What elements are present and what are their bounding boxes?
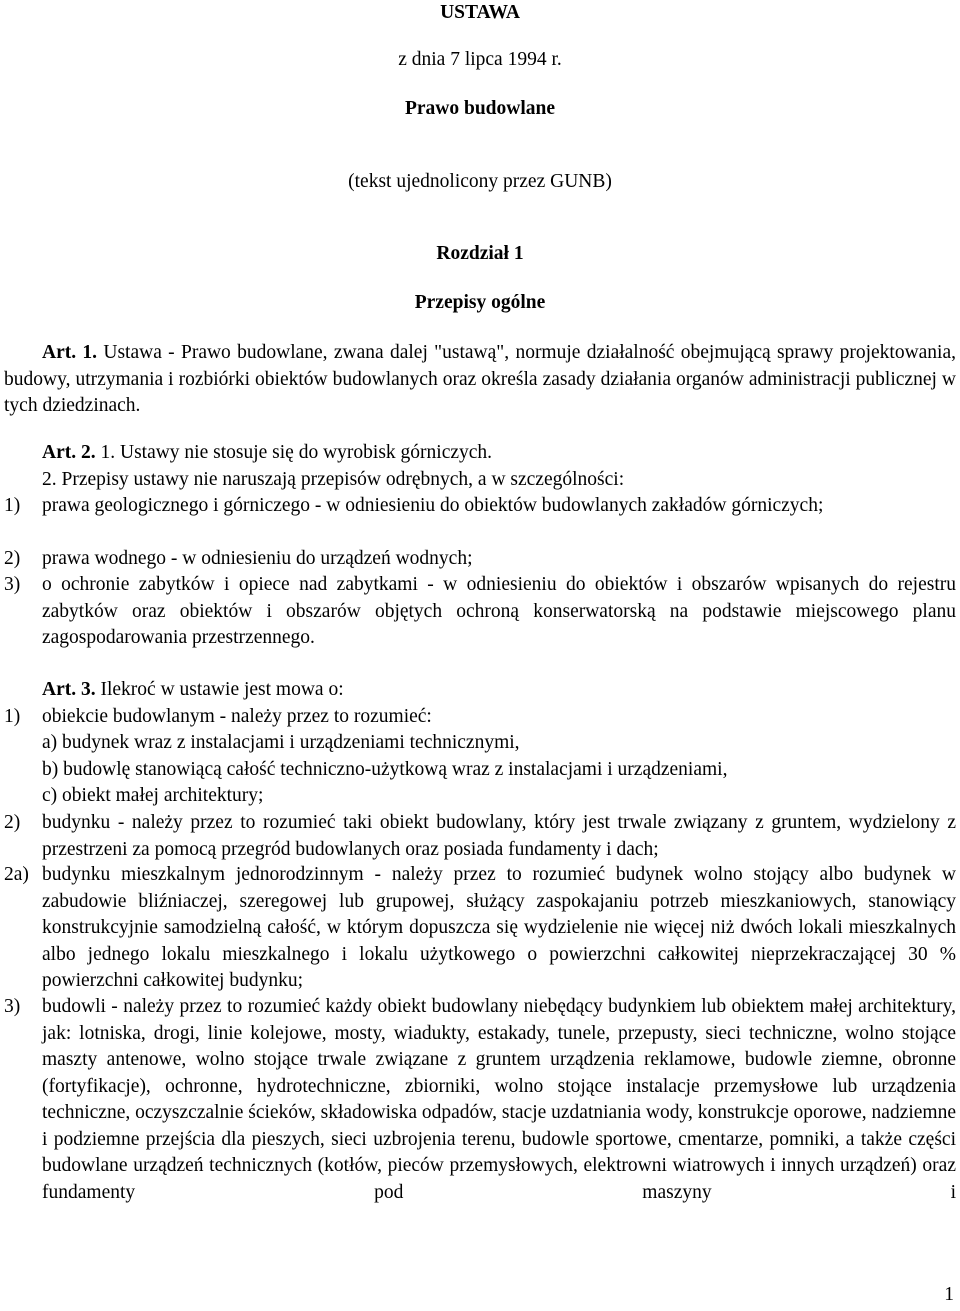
article-3-subitem: c) obiekt małej architektury; [42, 785, 264, 806]
article-2-paragraph-1 [42, 440, 956, 467]
article-3-item [4, 704, 956, 731]
item-number: 2) [4, 548, 21, 569]
chapter-title: Przepisy ogólne [414, 292, 546, 313]
article-3-intro [42, 677, 956, 704]
article-2-item [4, 493, 956, 520]
item-number: 3) [4, 574, 21, 595]
article-3-item [4, 862, 956, 995]
item-text: o ochronie zabytków i opiece nad zabytkami - w odniesieniu do obiektów i obszarów wpisanych do rejestru zabytków oraz obiektów i obszarów objętych ochroną konserwatorską na podstawie miejscowego planu zagospodarowania przestrzennego. [42, 574, 956, 648]
article-2-item [4, 572, 956, 652]
page-number: 1 [944, 1284, 954, 1305]
article-3-subitem: a) budynek wraz z instalacjami i urządzeniami technicznymi, [42, 732, 520, 753]
article-3-label: Art. 3. [42, 679, 96, 700]
article-1-label: Art. 1. [42, 342, 98, 363]
item-text: prawa geologicznego i górniczego - w odniesieniu do obiektów budowlanych zakładów górniczych; [42, 495, 824, 516]
item-number: 2) [4, 812, 21, 833]
item-number: 1) [4, 706, 21, 727]
item-number: 1) [4, 495, 21, 516]
article-2-p2-text: Przepisy ustawy nie naruszają przepisów odrębnych, a w szczególności: [61, 469, 625, 490]
item-text: budowli - należy przez to rozumieć każdy obiekt budowlany niebędący budynkiem lub obiektem małej architektury, jak: lotniska, drogi, linie kolejowe, mosty, wiadukty, estakady, tunele, przepusty, sieci techniczne, wolno stojące maszty antenowe, wolno stojące trwale związane z gruntem urządzenia reklamowe, budowle ziemne, obronne (fortyfikacje), ochronne, hydrotechniczne, zbiorniki, wolno stojące instalacje przemysłowe lub urządzenia techniczne, oczyszczalnie ścieków, składowiska odpadów, stacje uzdatniania wody, konstrukcje oporowe, nadziemne i podziemne przejścia dla pieszych, sieci uzbrojenia terenu, budowle sportowe, cmentarze, pomniki, a także części budowlane urządzeń technicznych (kotłów, pieców przemysłowych, elektrowni wiatrowych i innych urządzeń) oraz fundamenty pod maszyny i [42, 996, 956, 1203]
article-2-p1-num: 1. [100, 442, 116, 463]
article-1-text: Ustawa - Prawo budowlane, zwana dalej "ustawą", normuje działalność obejmującą sprawy projektowania, budowy, utrzymania i rozbiórki obiektów budowlanych oraz określa zasady działania organów administracji publicznej w tych dziedzinach. [4, 342, 957, 416]
article-1 [4, 340, 956, 420]
document-date: z dnia 7 lipca 1994 r. [398, 49, 562, 70]
article-3-intro-text: Ilekroć w ustawie jest mowa o: [100, 679, 344, 700]
item-number: 3) [4, 996, 21, 1017]
item-text: budynku mieszkalnym jednorodzinnym - należy przez to rozumieć budynek wolno stojący albo budynek w zabudowie bliźniaczej, szeregowej lub grupowej, służący zaspokajaniu potrzeb mieszkaniowych, stanowiący konstrukcyjnie samodzielną całość, w którym dopuszcza się wydzielenie nie więcej niż dwóch lokali mieszkalnych albo jednego lokalu mieszkalnego i lokalu użytkowego o powierzchni całkowitej nieprzekraczającej 30 % powierzchni całkowitej budynku; [42, 864, 956, 991]
document-title: USTAWA [440, 2, 520, 23]
article-2-p2-num: 2. [42, 469, 57, 490]
item-text: budynku - należy przez to rozumieć taki obiekt budowlany, który jest trwale związany z gruntem, wydzielony z przestrzeni za pomocą przegród budowlanych oraz posiada fundamenty i dach; [42, 812, 956, 860]
edition-note: (tekst ujednolicony przez GUNB) [348, 171, 612, 192]
article-3-item [4, 810, 956, 863]
article-2-item [4, 546, 956, 573]
item-text: prawa wodnego - w odniesieniu do urządzeń wodnych; [42, 548, 473, 569]
item-number: 2a) [4, 864, 29, 885]
article-3-subitem: b) budowlę stanowiącą całość techniczno-użytkową wraz z instalacjami i urządzeniami, [42, 759, 728, 780]
act-name: Prawo budowlane [404, 98, 556, 119]
article-2-p1-text: Ustawy nie stosuje się do wyrobisk górniczych. [119, 442, 493, 463]
chapter-number: Rozdział 1 [436, 243, 524, 264]
article-2-paragraph-2 [42, 467, 956, 494]
item-text: obiekcie budowlanym - należy przez to rozumieć: [42, 706, 432, 727]
article-3-item [4, 994, 956, 1206]
article-2-label: Art. 2. [42, 442, 96, 463]
